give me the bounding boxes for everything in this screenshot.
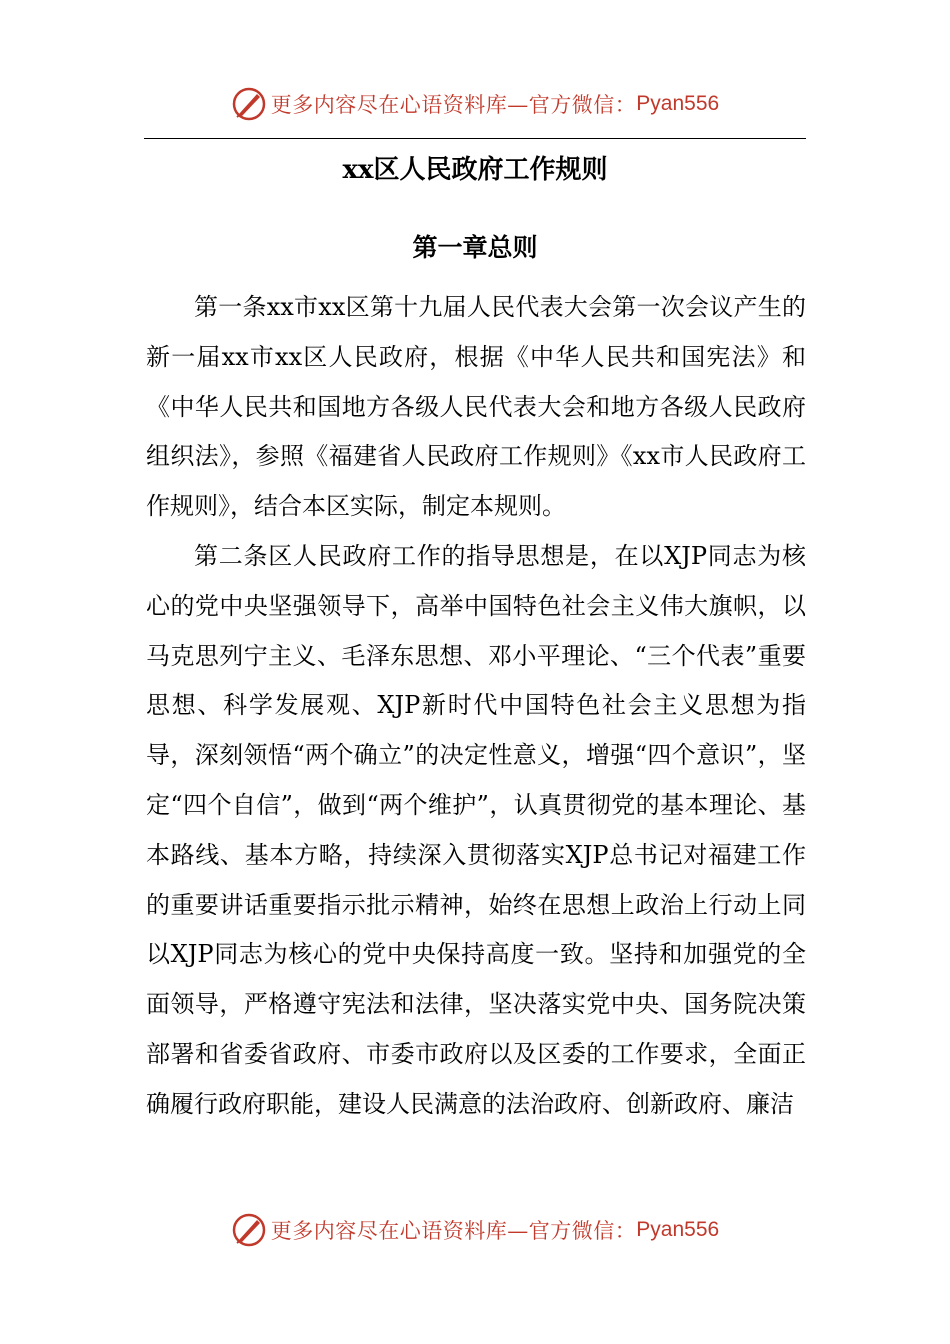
footer-watermark [0,1210,950,1250]
quill-logo-icon [231,1212,267,1248]
watermark-text: 更多内容尽在心语资料库—官方微信： [270,93,637,117]
header-watermark [0,84,950,124]
document-body [146,283,806,1130]
watermark-text: 更多内容尽在心语资料库—官方微信： [270,1219,637,1243]
document-title: xx区人民政府工作规则 [342,155,608,185]
paragraph-article-1: 第一条xx市xx区第十九届人民代表大会第一次会议产生的新一届xx市xx区人民政府，根据《中华人民共和国宪法》和《中华人民共和国地方各级人民代表大会和地方各级人民政府组织法》，参照《福建省人民政府工作规则》《xx市人民政府工作规则》，结合本区实际，制定本规则。 [146,293,806,521]
watermark-id: Pyan556 [636,92,720,115]
quill-logo-icon [231,86,267,122]
header-rule [144,138,806,139]
chapter-heading: 第一章总则 [412,233,538,262]
paragraph-article-2: 第二条区人民政府工作的指导思想是，在以XJP同志为核心的党中央坚强领导下，高举中国特色社会主义伟大旗帜，以马克思列宁主义、毛泽东思想、邓小平理论、“三个代表”重要思想、科学发展观、XJP新时代中国特色社会主义思想为指导，深刻领悟“两个确立”的决定性意义，增强“四个意识”，坚定“四个自信”，做到“两个维护”，认真贯彻党的基本理论、基本路线、基本方略，持续深入贯彻落实XJP总书记对福建工作的重要讲话重要指示批示精神，始终在思想上政治上行动上同以XJP同志为核心的党中央保持高度一致。坚持和加强党的全面领导，严格遵守宪法和法律，坚决落实党中央、国务院决策部署和省委省政府、市委市政府以及区委的工作要求，全面正确履行政府职能，建设人民满意的法治政府、创新政府、廉洁 [146,541,806,1118]
watermark-id: Pyan556 [636,1218,720,1241]
